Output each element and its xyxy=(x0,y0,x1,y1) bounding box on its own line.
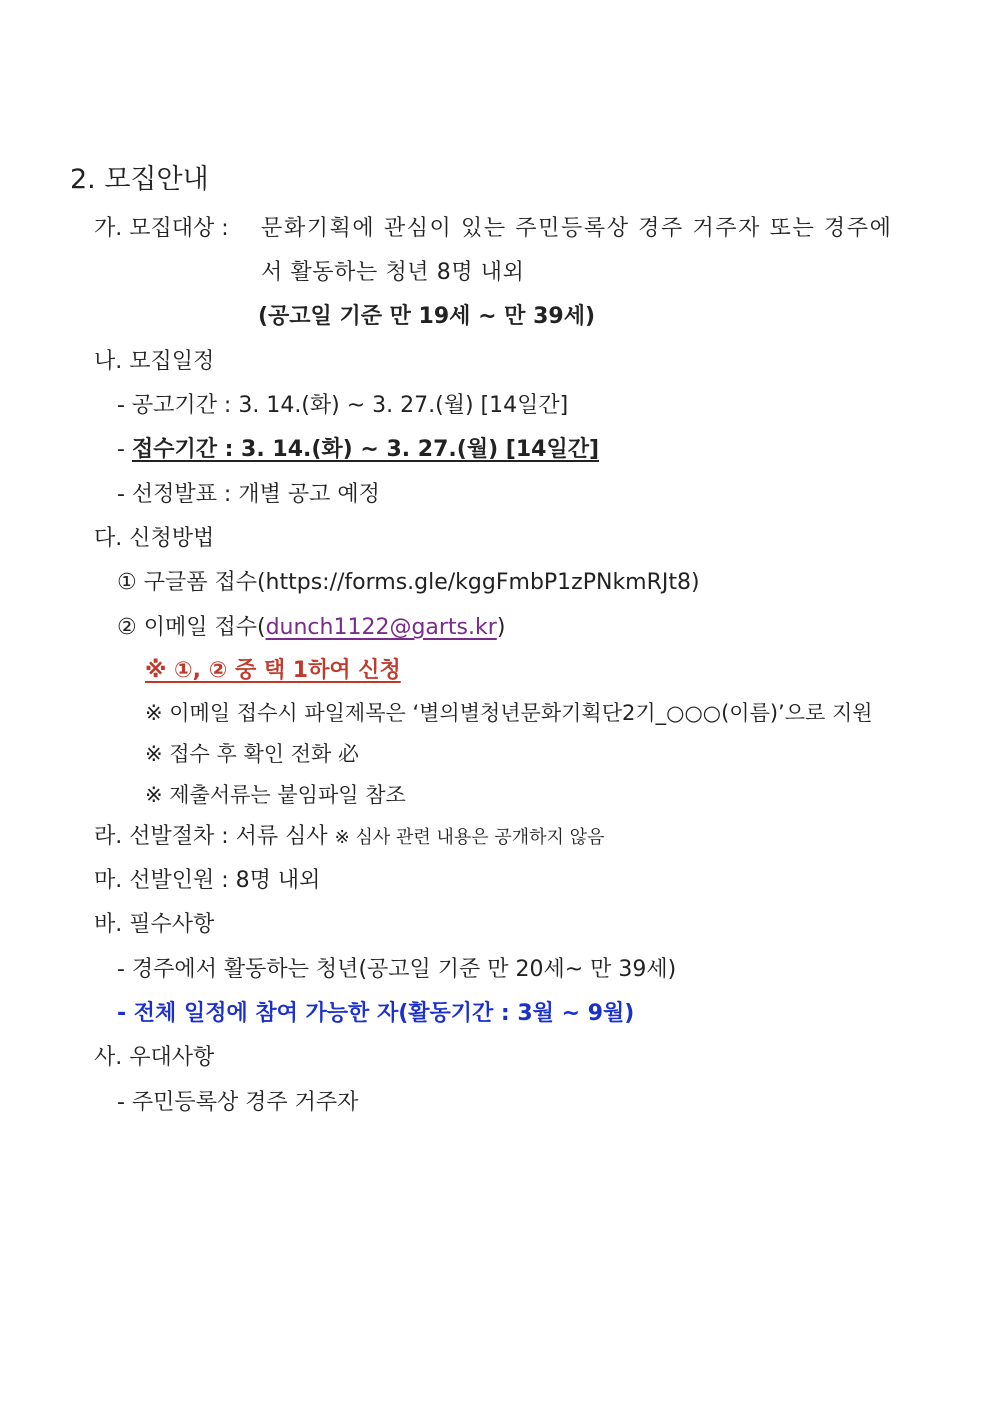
selection-process-row xyxy=(94,822,604,853)
requirements-item-full-schedule: - 전체 일정에 참여 가능한 자(활동기간 : 3월 ~ 9월) xyxy=(117,1001,635,1026)
preference-label: 사. 우대사항 xyxy=(94,1045,215,1070)
application-note-documents: ※ 제출서류는 붙임파일 참조 xyxy=(145,783,406,807)
schedule-label: 나. 모집일정 xyxy=(94,349,215,374)
requirements-item-resident: - 경주에서 활동하는 청년(공고일 기준 만 20세~ 만 39세) xyxy=(117,957,677,982)
preference-item-resident: - 주민등록상 경주 거주자 xyxy=(117,1090,359,1115)
application-email-link[interactable]: dunch1122@garts.kr xyxy=(265,615,497,640)
recruit-target-line1: 문화기획에 관심이 있는 주민등록상 경주 거주자 또는 경주에 xyxy=(261,216,893,241)
selection-process-note: ※ 심사 관련 내용은 공개하지 않음 xyxy=(334,827,605,848)
application-note-choose-one: ※ ①, ② 중 택 1하여 신청 xyxy=(145,658,401,683)
recruit-target-label: 가. 모집대상 : xyxy=(94,216,229,241)
application-method-label: 다. 신청방법 xyxy=(94,526,215,551)
requirements-label: 바. 필수사항 xyxy=(94,912,215,937)
recruit-target-line2: 서 활동하는 청년 8명 내외 xyxy=(261,260,525,285)
application-google-form: ① 구글폼 접수(https://forms.gle/kggFmbP1zPNkmRJt8) xyxy=(117,570,700,595)
schedule-announcement-period: - 공고기간 : 3. 14.(화) ~ 3. 27.(월) [14일간] xyxy=(117,393,569,418)
selection-process-label: 라. 선발절차 : 서류 심사 xyxy=(94,824,328,849)
section-title: 2. 모집안내 xyxy=(70,164,209,195)
schedule-selection-announcement: - 선정발표 : 개별 공고 예정 xyxy=(117,482,380,507)
schedule-application-period: 접수기간 : 3. 14.(화) ~ 3. 27.(월) [14일간] xyxy=(131,437,600,462)
application-email-suffix: ) xyxy=(496,615,506,640)
application-email-prefix: ② 이메일 접수( xyxy=(117,615,266,640)
recruit-target-age: (공고일 기준 만 19세 ~ 만 39세) xyxy=(258,304,595,329)
application-note-confirm-call: ※ 접수 후 확인 전화 必 xyxy=(145,742,359,766)
schedule-dash: - xyxy=(117,437,132,462)
selection-count-label: 마. 선발인원 : 8명 내외 xyxy=(94,868,321,893)
schedule-application-period-row xyxy=(117,435,599,465)
application-note-file-title: ※ 이메일 접수시 파일제목은 ‘별의별청년문화기획단2기_○○○(이름)’으로 지원 xyxy=(145,701,873,725)
application-email-row xyxy=(117,613,505,643)
